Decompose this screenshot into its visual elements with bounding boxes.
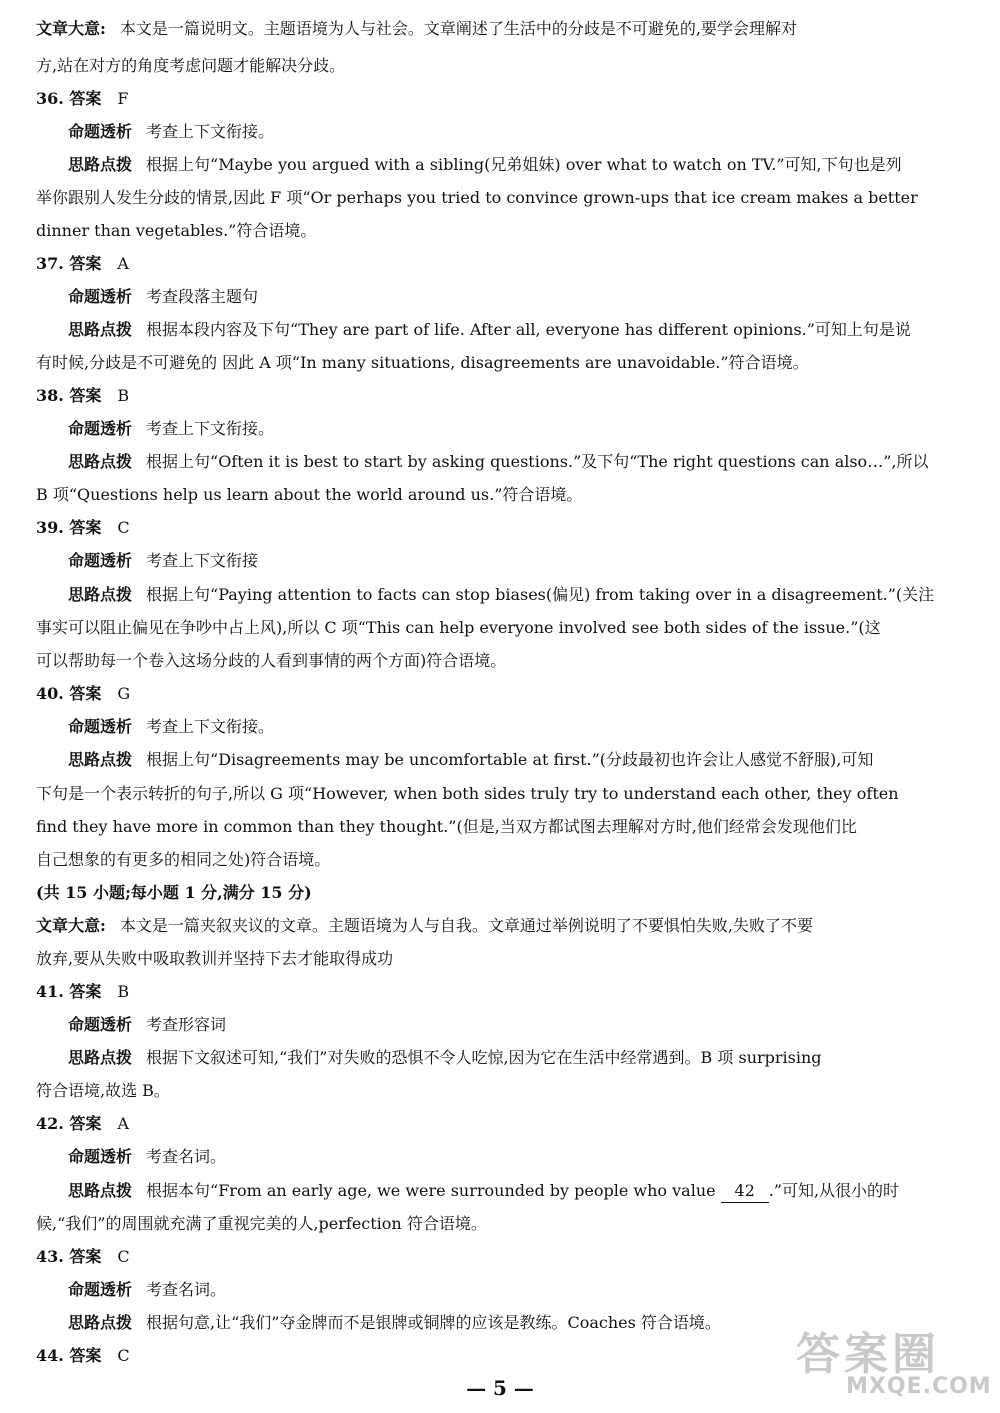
paragraph-continuation: 候,“我们”的周围就充满了重视完美的人,perfection 符合语境。 xyxy=(36,1214,487,1233)
labeled-paragraph-line xyxy=(68,1047,958,1069)
section-heading: (共 15 小题;每小题 1 分,满分 15 分) xyxy=(36,883,312,902)
paragraph-continuation: 下句是一个表示转折的句子,所以 G 项“However, when both sides truly try to understand each other, they often xyxy=(36,784,899,803)
section-label: 思路点拨 xyxy=(68,155,133,174)
labeled-paragraph-line xyxy=(68,716,958,738)
paragraph-text: 考查形容词 xyxy=(146,1015,227,1034)
section-label: 命题透析 xyxy=(68,717,133,736)
paragraph-text: 根据句意,让“我们”夺金牌而不是银牌或铜牌的应该是教练。Coaches 符合语境。 xyxy=(146,1313,721,1332)
paragraph-text: 根据上句“Often it is best to start by asking questions.”及下句“The right questions can also…”,所以 xyxy=(146,452,929,471)
answer-number: 41. 答案 xyxy=(36,982,102,1001)
paragraph-text: 考查上下文衔接 xyxy=(146,551,259,570)
answer-number: 37. 答案 xyxy=(36,254,102,273)
section-label: 命题透析 xyxy=(68,122,133,141)
labeled-paragraph-line xyxy=(68,121,958,143)
paragraph-continuation: 方,站在对方的角度考虑问题才能解决分歧。 xyxy=(36,56,346,75)
paragraph-continuation: 符合语境,故选 B。 xyxy=(36,1081,170,1100)
answer-line xyxy=(36,253,958,275)
paragraph-continuation: 有时候,分歧是不可避免的 因此 A 项“In many situations, disagreements are unavoidable.”符合语境。 xyxy=(36,353,809,372)
paragraph-continuation: B 项“Questions help us learn about the world around us.”符合语境。 xyxy=(36,485,583,504)
section-label: 思路点拨 xyxy=(68,1048,133,1067)
answer-value: A xyxy=(117,1114,129,1133)
labeled-paragraph-line xyxy=(68,418,958,440)
labeled-paragraph-line xyxy=(68,154,958,176)
paragraph-text: 根据本句“From an early age, we were surrounded by people who value xyxy=(146,1181,721,1200)
section-label: 命题透析 xyxy=(68,419,133,438)
paragraph-text: 考查上下文衔接。 xyxy=(146,717,275,736)
answer-blank: 42 xyxy=(721,1180,769,1203)
paragraph-text: 根据下文叙述可知,“我们”对失败的恐惧不令人吃惊,因为它在生活中经常遇到。B 项 surprising xyxy=(146,1048,822,1067)
paragraph-text: 本文是一篇说明文。主题语境为人与社会。文章阐述了生活中的分歧是不可避免的,要学会理解对 xyxy=(119,19,798,38)
labeled-paragraph-line xyxy=(68,1180,958,1203)
paragraph-text: 考查上下文衔接。 xyxy=(146,419,275,438)
answer-value: C xyxy=(117,1247,130,1266)
watermark-domain: MXQE.COM xyxy=(846,1374,992,1399)
answer-line xyxy=(36,88,958,110)
watermark-glyphs: 答案圈 xyxy=(796,1329,940,1380)
answer-line xyxy=(36,517,958,539)
labeled-paragraph-line xyxy=(68,1014,958,1036)
section-label: 思路点拨 xyxy=(68,452,133,471)
answer-value: B xyxy=(117,386,130,405)
answer-number: 39. 答案 xyxy=(36,518,102,537)
labeled-paragraph-line xyxy=(68,286,958,308)
paragraph-text: 根据上句“Disagreements may be uncomfortable at first.”(分歧最初也许会让人感觉不舒服),可知 xyxy=(146,750,874,769)
labeled-paragraph-line xyxy=(68,451,958,473)
labeled-paragraph-line xyxy=(68,1279,958,1301)
answer-line xyxy=(36,385,958,407)
section-label: 命题透析 xyxy=(68,287,133,306)
paragraph-text: 根据上句“Maybe you argued with a sibling(兄弟姐妹) over what to watch on TV.”可知,下句也是列 xyxy=(146,155,902,174)
labeled-paragraph-line xyxy=(68,584,958,606)
section-label: 思路点拨 xyxy=(68,585,133,604)
paragraph-text: 考查上下文衔接。 xyxy=(146,122,275,141)
paragraph-text: 本文是一篇夹叙夹议的文章。主题语境为人与自我。文章通过举例说明了不要惧怕失败,失败了不要 xyxy=(119,916,814,935)
answer-line xyxy=(36,1246,958,1268)
paragraph-continuation: 可以帮助每一个卷入这场分歧的人看到事情的两个方面)符合语境。 xyxy=(36,651,507,670)
answer-number: 43. 答案 xyxy=(36,1247,102,1266)
section-label: 思路点拨 xyxy=(68,320,133,339)
labeled-paragraph-line xyxy=(68,749,958,771)
section-label: 思路点拨 xyxy=(68,1313,133,1332)
answer-value: C xyxy=(117,518,130,537)
labeled-paragraph-line xyxy=(68,319,958,341)
answer-line xyxy=(36,1113,958,1135)
labeled-paragraph-line xyxy=(68,1146,958,1168)
answer-line xyxy=(36,683,958,705)
paragraph-text: 考查段落主题句 xyxy=(146,287,259,306)
answer-number: 38. 答案 xyxy=(36,386,102,405)
labeled-paragraph-line xyxy=(36,915,958,937)
answer-value: B xyxy=(117,982,130,1001)
answer-value: F xyxy=(117,89,129,108)
answer-number: 36. 答案 xyxy=(36,89,102,108)
section-label: 文章大意: xyxy=(36,916,106,935)
labeled-paragraph-line xyxy=(36,18,958,40)
section-label: 命题透析 xyxy=(68,1280,133,1299)
answer-value: G xyxy=(117,684,131,703)
paragraph-continuation: 事实可以阻止偏见在争吵中占上风),所以 C 项“This can help everyone involved see both sides of the issue.”(这 xyxy=(36,618,881,637)
section-label: 思路点拨 xyxy=(68,1181,133,1200)
paragraph-continuation: find they have more in common than they thought.”(但是,当双方都试图去理解对方时,他们经常会发现他们比 xyxy=(36,817,857,836)
paragraph-text: 考查名词。 xyxy=(146,1280,227,1299)
section-label: 命题透析 xyxy=(68,1015,133,1034)
labeled-paragraph-line xyxy=(68,550,958,572)
paragraph-text: 根据上句“Paying attention to facts can stop biases(偏见) from taking over in a disagreement.”(关注 xyxy=(146,585,935,604)
paragraph-continuation: 举你跟别人发生分歧的情景,因此 F 项“Or perhaps you tried to convince grown-ups that ice cream makes a better xyxy=(36,188,918,207)
section-label: 命题透析 xyxy=(68,551,133,570)
section-label: 思路点拨 xyxy=(68,750,133,769)
paragraph-text: 考查名词。 xyxy=(146,1147,227,1166)
answer-number: 42. 答案 xyxy=(36,1114,102,1133)
paragraph-text: 根据本段内容及下句“They are part of life. After all, everyone has different opinions.”可知上句是说 xyxy=(146,320,911,339)
answer-line xyxy=(36,981,958,1003)
paragraph-continuation: 放弃,要从失败中吸取教训并坚持下去才能取得成功 xyxy=(36,949,394,968)
answer-value: A xyxy=(117,254,129,273)
paragraph-continuation: 自己想象的有更多的相同之处)符合语境。 xyxy=(36,850,331,869)
answer-number: 44. 答案 xyxy=(36,1346,102,1365)
section-label: 命题透析 xyxy=(68,1147,133,1166)
answer-number: 40. 答案 xyxy=(36,684,102,703)
section-label: 文章大意: xyxy=(36,19,106,38)
paragraph-text: .”可知,从很小的时 xyxy=(768,1181,900,1200)
answer-value: C xyxy=(117,1346,130,1365)
paragraph-continuation: dinner than vegetables.”符合语境。 xyxy=(36,221,317,240)
page-number: — 5 — xyxy=(466,1376,534,1400)
